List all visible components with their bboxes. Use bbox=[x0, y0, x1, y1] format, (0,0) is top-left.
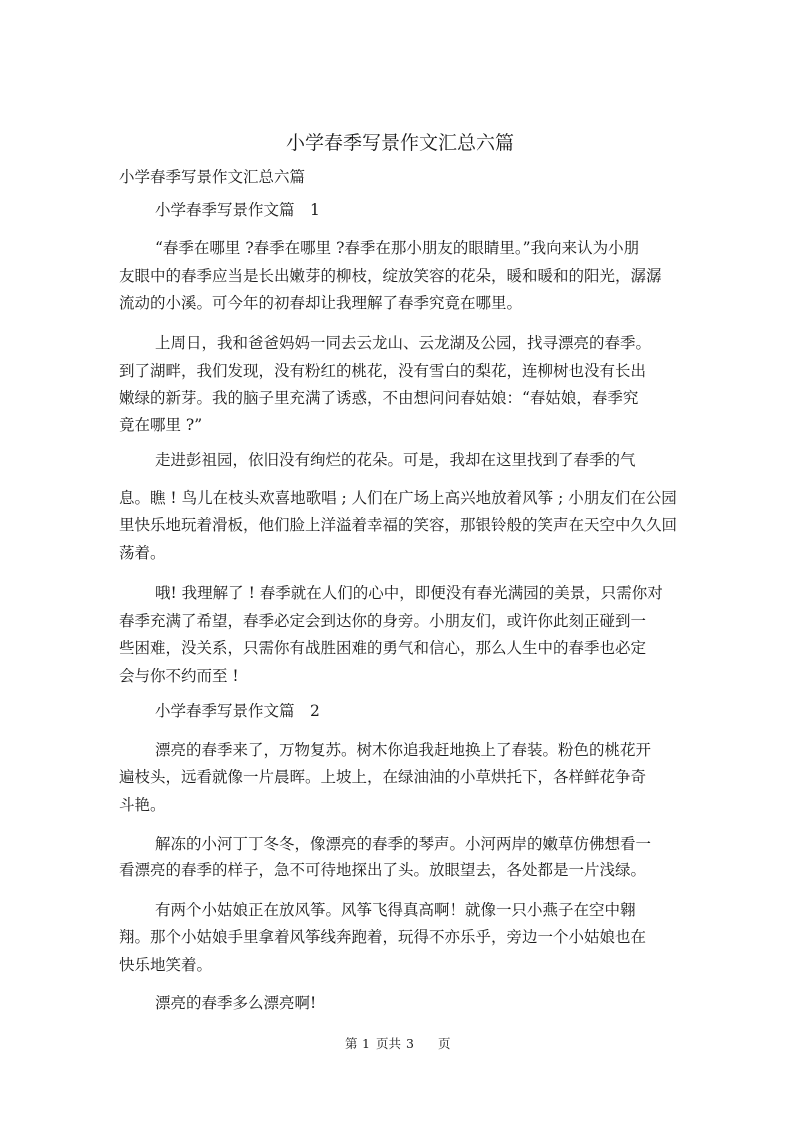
paragraph-line: 上周日，我和爸爸妈妈一同去云龙山、云龙湖及公园，找寻漂亮的春季。 bbox=[155, 334, 652, 352]
paragraph-line: 看漂亮的春季的样子，急不可待地探出了头。放眼望去，各处都是一片浅绿。 bbox=[119, 861, 647, 879]
footer-page-middle: 页共 bbox=[376, 1036, 402, 1051]
paragraph-line: 斗艳。 bbox=[119, 796, 166, 814]
paragraph-line: 友眼中的春季应当是长出嫩芽的柳枝，绽放笑容的花朵，暖和暖和的阳光，潺潺 bbox=[119, 267, 662, 285]
paragraph-line: 流动的小溪。可今年的初春却让我理解了春季究竟在哪里。 bbox=[119, 294, 523, 312]
paragraph-line: 快乐地笑着。 bbox=[119, 956, 213, 974]
paragraph-line: 哦! 我理解了 ! 春季就在人们的心中，即便没有春光满园的美景，只需你对 bbox=[155, 584, 663, 602]
document-subtitle: 小学春季写景作文汇总六篇 bbox=[119, 168, 306, 186]
document-title: 小学春季写景作文汇总六篇 bbox=[285, 132, 514, 154]
footer-page-number: 1 bbox=[362, 1036, 370, 1051]
footer-page-suffix: 页 bbox=[438, 1036, 451, 1051]
paragraph-line: 嫩绿的新芽。我的脑子里充满了诱惑，不由想问问春姑娘：“春姑娘，春季究 bbox=[119, 389, 639, 407]
paragraph-line: 会与你不约而至 ! bbox=[119, 667, 239, 685]
paragraph-line: 遍枝头，远看就像一片晨晖。上坡上，在绿油油的小草烘托下，各样鲜花争奇 bbox=[119, 768, 647, 786]
paragraph-line: 息。瞧 ! 鸟儿在枝头欢喜地歌唱 ; 人们在广场上高兴地放着风筝 ; 小朋友们在公园 bbox=[119, 489, 677, 507]
paragraph-line: 走进彭祖园，依旧没有绚烂的花朵。可是，我却在这里找到了春季的气 bbox=[155, 451, 636, 469]
footer-page-total: 3 bbox=[406, 1036, 414, 1051]
paragraph-line: 漂亮的春季来了，万物复苏。树木你追我赶地换上了春装。粉色的桃花开 bbox=[155, 741, 652, 759]
paragraph-line: 荡着。 bbox=[119, 544, 166, 562]
paragraph-line: 翔。那个小姑娘手里拿着风筝线奔跑着，玩得不亦乐乎，旁边一个小姑娘也在 bbox=[119, 928, 647, 946]
paragraph-line: 到了湖畔，我们发现，没有粉红的桃花，没有雪白的梨花，连柳树也没有长出 bbox=[119, 362, 647, 380]
section-heading-2: 小学春季写景作文篇 2 bbox=[155, 702, 320, 720]
paragraph-line: 春季充满了希望，春季必定会到达你的身旁。小朋友们，或许你此刻正碰到一 bbox=[119, 612, 647, 630]
paragraph-line: 些困难，没关系，只需你有战胜困难的勇气和信心，那么人生中的春季也必定 bbox=[119, 639, 647, 657]
paragraph-line: 漂亮的春季多么漂亮啊! bbox=[155, 994, 317, 1012]
footer-page-prefix: 第 bbox=[345, 1036, 358, 1051]
paragraph-line: “春季在哪里 ?春季在哪里 ?春季在那小朋友的眼睛里。”我向来认为小朋 bbox=[155, 239, 640, 257]
paragraph-line: 里快乐地玩着滑板，他们脸上洋溢着幸福的笑容，那银铃般的笑声在天空中久久回 bbox=[119, 516, 678, 534]
section-heading-1: 小学春季写景作文篇 1 bbox=[155, 201, 320, 219]
paragraph-line: 竟在哪里 ?” bbox=[119, 416, 203, 434]
paragraph-line: 解冻的小河丁丁冬冬，像漂亮的春季的琴声。小河两岸的嫩草仿佛想看一 bbox=[155, 835, 652, 853]
paragraph-line: 有两个小姑娘正在放风筝。风筝飞得真高啊！就像一只小燕子在空中翱 bbox=[155, 901, 636, 919]
